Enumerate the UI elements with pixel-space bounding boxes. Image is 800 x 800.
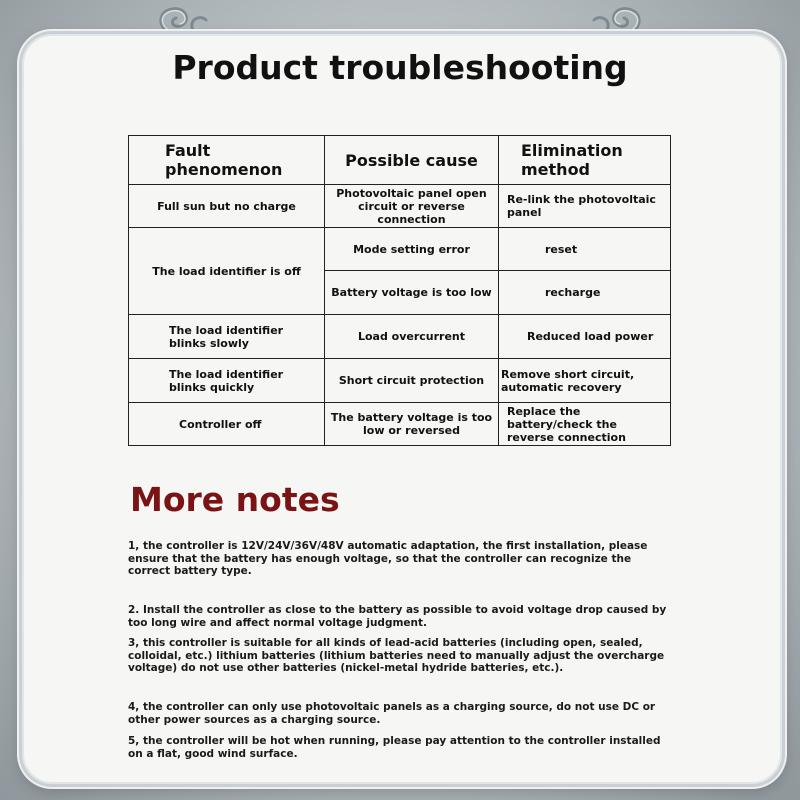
notes-title: More notes bbox=[130, 480, 340, 519]
fault-cell: The load identifier blinks slowly bbox=[129, 315, 325, 359]
header-cause: Possible cause bbox=[325, 136, 499, 185]
cause-cell: Short circuit protection bbox=[325, 359, 499, 403]
note-item: 3, this controller is suitable for all kinds of lead-acid batteries (including open, sealed, colloidal, etc.) lithium batteries (lithium batteries need to manually adjust the overcharge voltage) do not use other batteries (nickel-metal hydride batteries, etc.). bbox=[128, 637, 665, 674]
page-title: Product troubleshooting bbox=[172, 48, 628, 87]
method-cell: Reduced load power bbox=[499, 315, 671, 359]
table-row bbox=[129, 403, 671, 446]
method-cell: Replace the battery/check the reverse connection bbox=[499, 403, 671, 446]
note-item: 5, the controller will be hot when running, please pay attention to the controller installed on a flat, good wind surface. bbox=[128, 735, 661, 760]
method-cell: reset bbox=[499, 228, 671, 271]
cause-cell: Photovoltaic panel open circuit or reverse connection bbox=[325, 185, 499, 228]
method-cell: recharge bbox=[499, 271, 671, 315]
fault-cell: The load identifier is off bbox=[129, 228, 325, 315]
header-method: Elimination method bbox=[499, 136, 671, 185]
table-row bbox=[129, 315, 671, 359]
fault-cell: Full sun but no charge bbox=[129, 185, 325, 228]
method-cell: Re-link the photovoltaic panel bbox=[499, 185, 671, 228]
cause-cell: The battery voltage is too low or reversed bbox=[325, 403, 499, 446]
note-item: 4, the controller can only use photovoltaic panels as a charging source, do not use DC or other power sources as a charging source. bbox=[128, 701, 656, 726]
cause-cell: Mode setting error bbox=[325, 228, 499, 271]
cause-cell: Battery voltage is too low bbox=[325, 271, 499, 315]
table-header-row bbox=[129, 136, 671, 185]
table-row bbox=[129, 359, 671, 403]
cause-cell: Load overcurrent bbox=[325, 315, 499, 359]
note-item: 1, the controller is 12V/24V/36V/48V automatic adaptation, the first installation, please ensure that the battery has enough voltage, so that the controller can recognize the correct battery type. bbox=[128, 540, 648, 577]
troubleshooting-table bbox=[128, 135, 671, 446]
fault-cell: Controller off bbox=[129, 403, 325, 446]
fault-cell: The load identifier blinks quickly bbox=[129, 359, 325, 403]
header-fault: Fault phenomenon bbox=[129, 136, 325, 185]
table-row bbox=[129, 185, 671, 228]
method-cell: Remove short circuit, automatic recovery bbox=[499, 359, 671, 403]
table-row bbox=[129, 228, 671, 271]
note-item: 2. Install the controller as close to the battery as possible to avoid voltage drop caused by too long wire and affect normal voltage judgment. bbox=[128, 604, 667, 629]
